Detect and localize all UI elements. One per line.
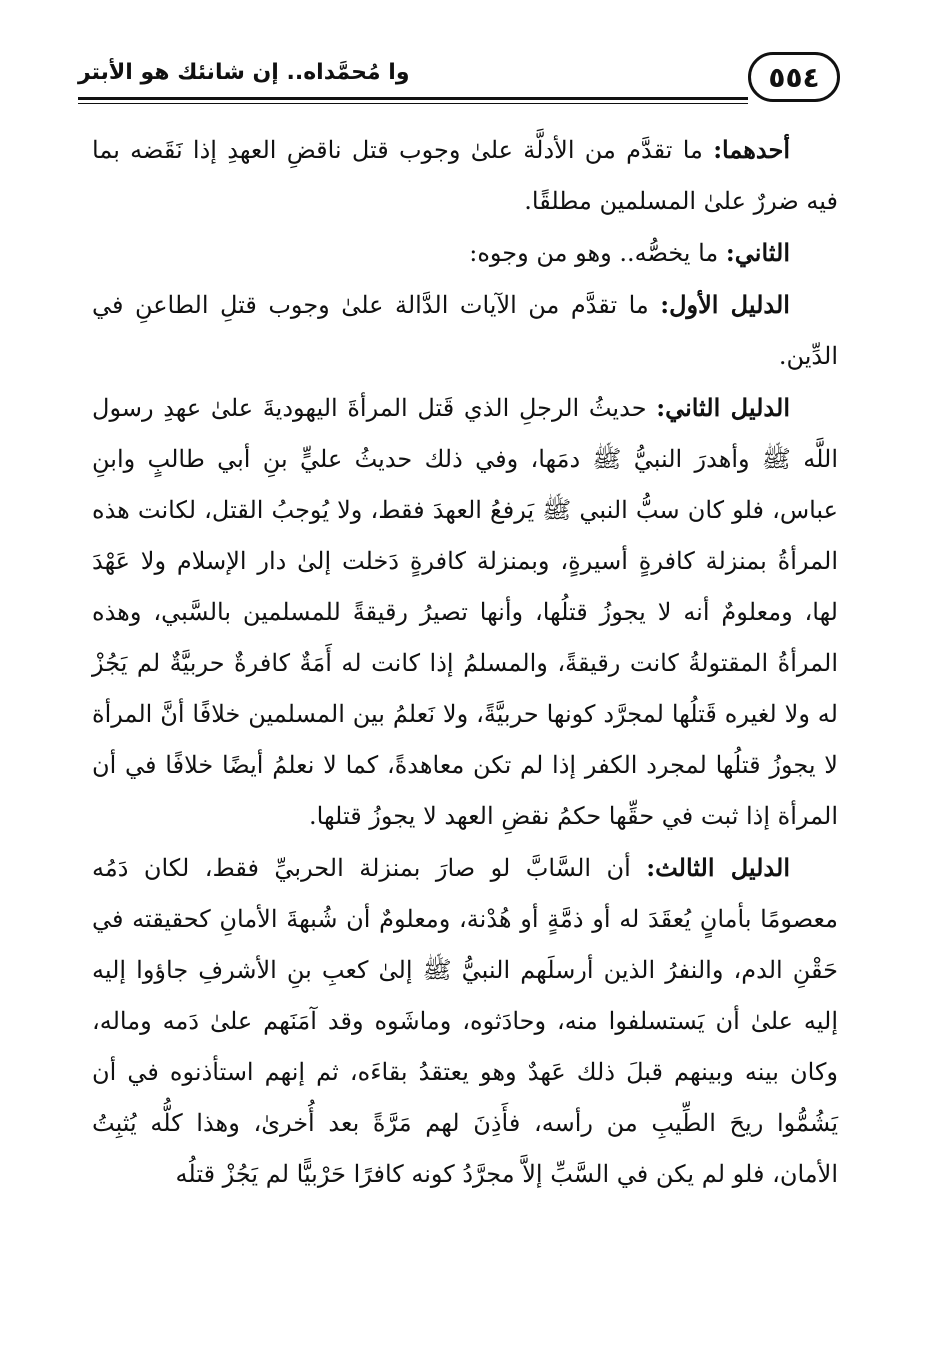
paragraph-text: ما تقدَّم من الآيات الدَّالة علىٰ وجوب قتلِ الطاعنِ في الدِّين.: [92, 291, 838, 370]
page-number-frame: [748, 52, 840, 102]
paragraph-label: الدليل الثالث:: [646, 853, 790, 882]
paragraph-label: الثاني:: [725, 238, 790, 267]
paragraph: [92, 124, 838, 227]
paragraph-label: أحدهما:: [713, 135, 790, 164]
paragraph: [92, 227, 838, 279]
running-title: وا مُحمَّداه.. إن شانئك هو الأبتر: [78, 60, 410, 85]
paragraph-label: الدليل الثاني:: [656, 393, 790, 422]
paragraph: [92, 279, 838, 382]
paragraph-text: ما يخصُّه.. وهو من وجوه:: [469, 239, 719, 267]
page-number: ٥٥٤: [768, 61, 820, 94]
header-rule-thick: [78, 97, 748, 100]
page-header: [78, 52, 840, 108]
page-body: [92, 124, 838, 1200]
paragraph-text: أن السَّابَّ لو صارَ بمنزلة الحربيِّ فقط، لكان دَمُه معصومًا بأمانٍ يُعقَدَ له أو ذمَّةٍ أو هُدْنة، ومعلومٌ أن شُبهةَ الأمانِ كحقيقته في حَقْنِ الدم، والنفرُ الذين أرسلَهم النبيُّ ﷺ إلىٰ كعبِ بنِ الأشرفِ جاؤوا إليه إليه علىٰ أن يَستسلفوا منه، وحادَثوه، وماشَوه وقد آمَنَهم علىٰ دَمه وماله، وكان بينه وبينهم قبلَ ذلك عَهدٌ وهو يعتقدُ بقاءَه، ثم إنهم استأذنوه في أن يَشُمُّوا ريحَ الطِّيبِ من رأسه، فأَذِنَ لهم مَرَّةً بعد أُخرىٰ، وهذا كلُّه يُثبِتُ الأمان، فلو لم يكن في السَّبِّ إلاَّ مجرَّدُ كونه كافرًا حَرْبيًّا لم يَجُزْ قتلُه: [92, 854, 838, 1188]
header-rule-thin: [78, 103, 748, 104]
paragraph-text: حديثُ الرجلِ الذي قَتل المرأةَ اليهوديةَ علىٰ عهدِ رسول اللَّه ﷺ وأهدرَ النبيُّ ﷺ دمَها، وفي ذلك حديثُ عليٍّ بنِ أبي طالبٍ وابنِ عباس، فلو كان سبُّ النبي ﷺ يَرفعُ العهدَ فقط، ولا يُوجبُ القتل، لكانت هذه المرأةُ بمنزلة كافرةٍ أسيرةٍ، وبمنزلة كافرةٍ دَخلت إلىٰ دار الإسلام ولا عَهْدَ لها، ومعلومٌ أنه لا يجوزُ قتلُها، وأنها تصيرُ رقيقةً للمسلمين بالسَّبي، وهذه المرأةُ المقتولةُ كانت رقيقةً، والمسلمُ إذا كانت له أَمَةٌ كافرةٌ حربيَّةٌ لم يَجُزْ له ولا لغيره قَتلُها لمجرَّد كونها حربيَّةً، ولا نَعلمُ بين المسلمين خلافًا أنَّ المرأة لا يجوزُ قتلُها لمجرد الكفر إذا لم تكن معاهدةً، كما لا نعلمُ أيضًا خلافًا في أن المرأة إذا ثبت في حقِّها حكمُ نقضِ العهد لا يجوزُ قتلها.: [92, 394, 838, 830]
paragraph: [92, 382, 838, 842]
paragraph: [92, 842, 838, 1200]
paragraph-text: ما تقدَّم من الأدلَّة علىٰ وجوب قتل ناقضِ العهدِ إذا نَقَضه بما فيه ضررٌ علىٰ المسلمين مطلقًا.: [92, 136, 838, 215]
paragraph-label: الدليل الأول:: [660, 290, 790, 319]
